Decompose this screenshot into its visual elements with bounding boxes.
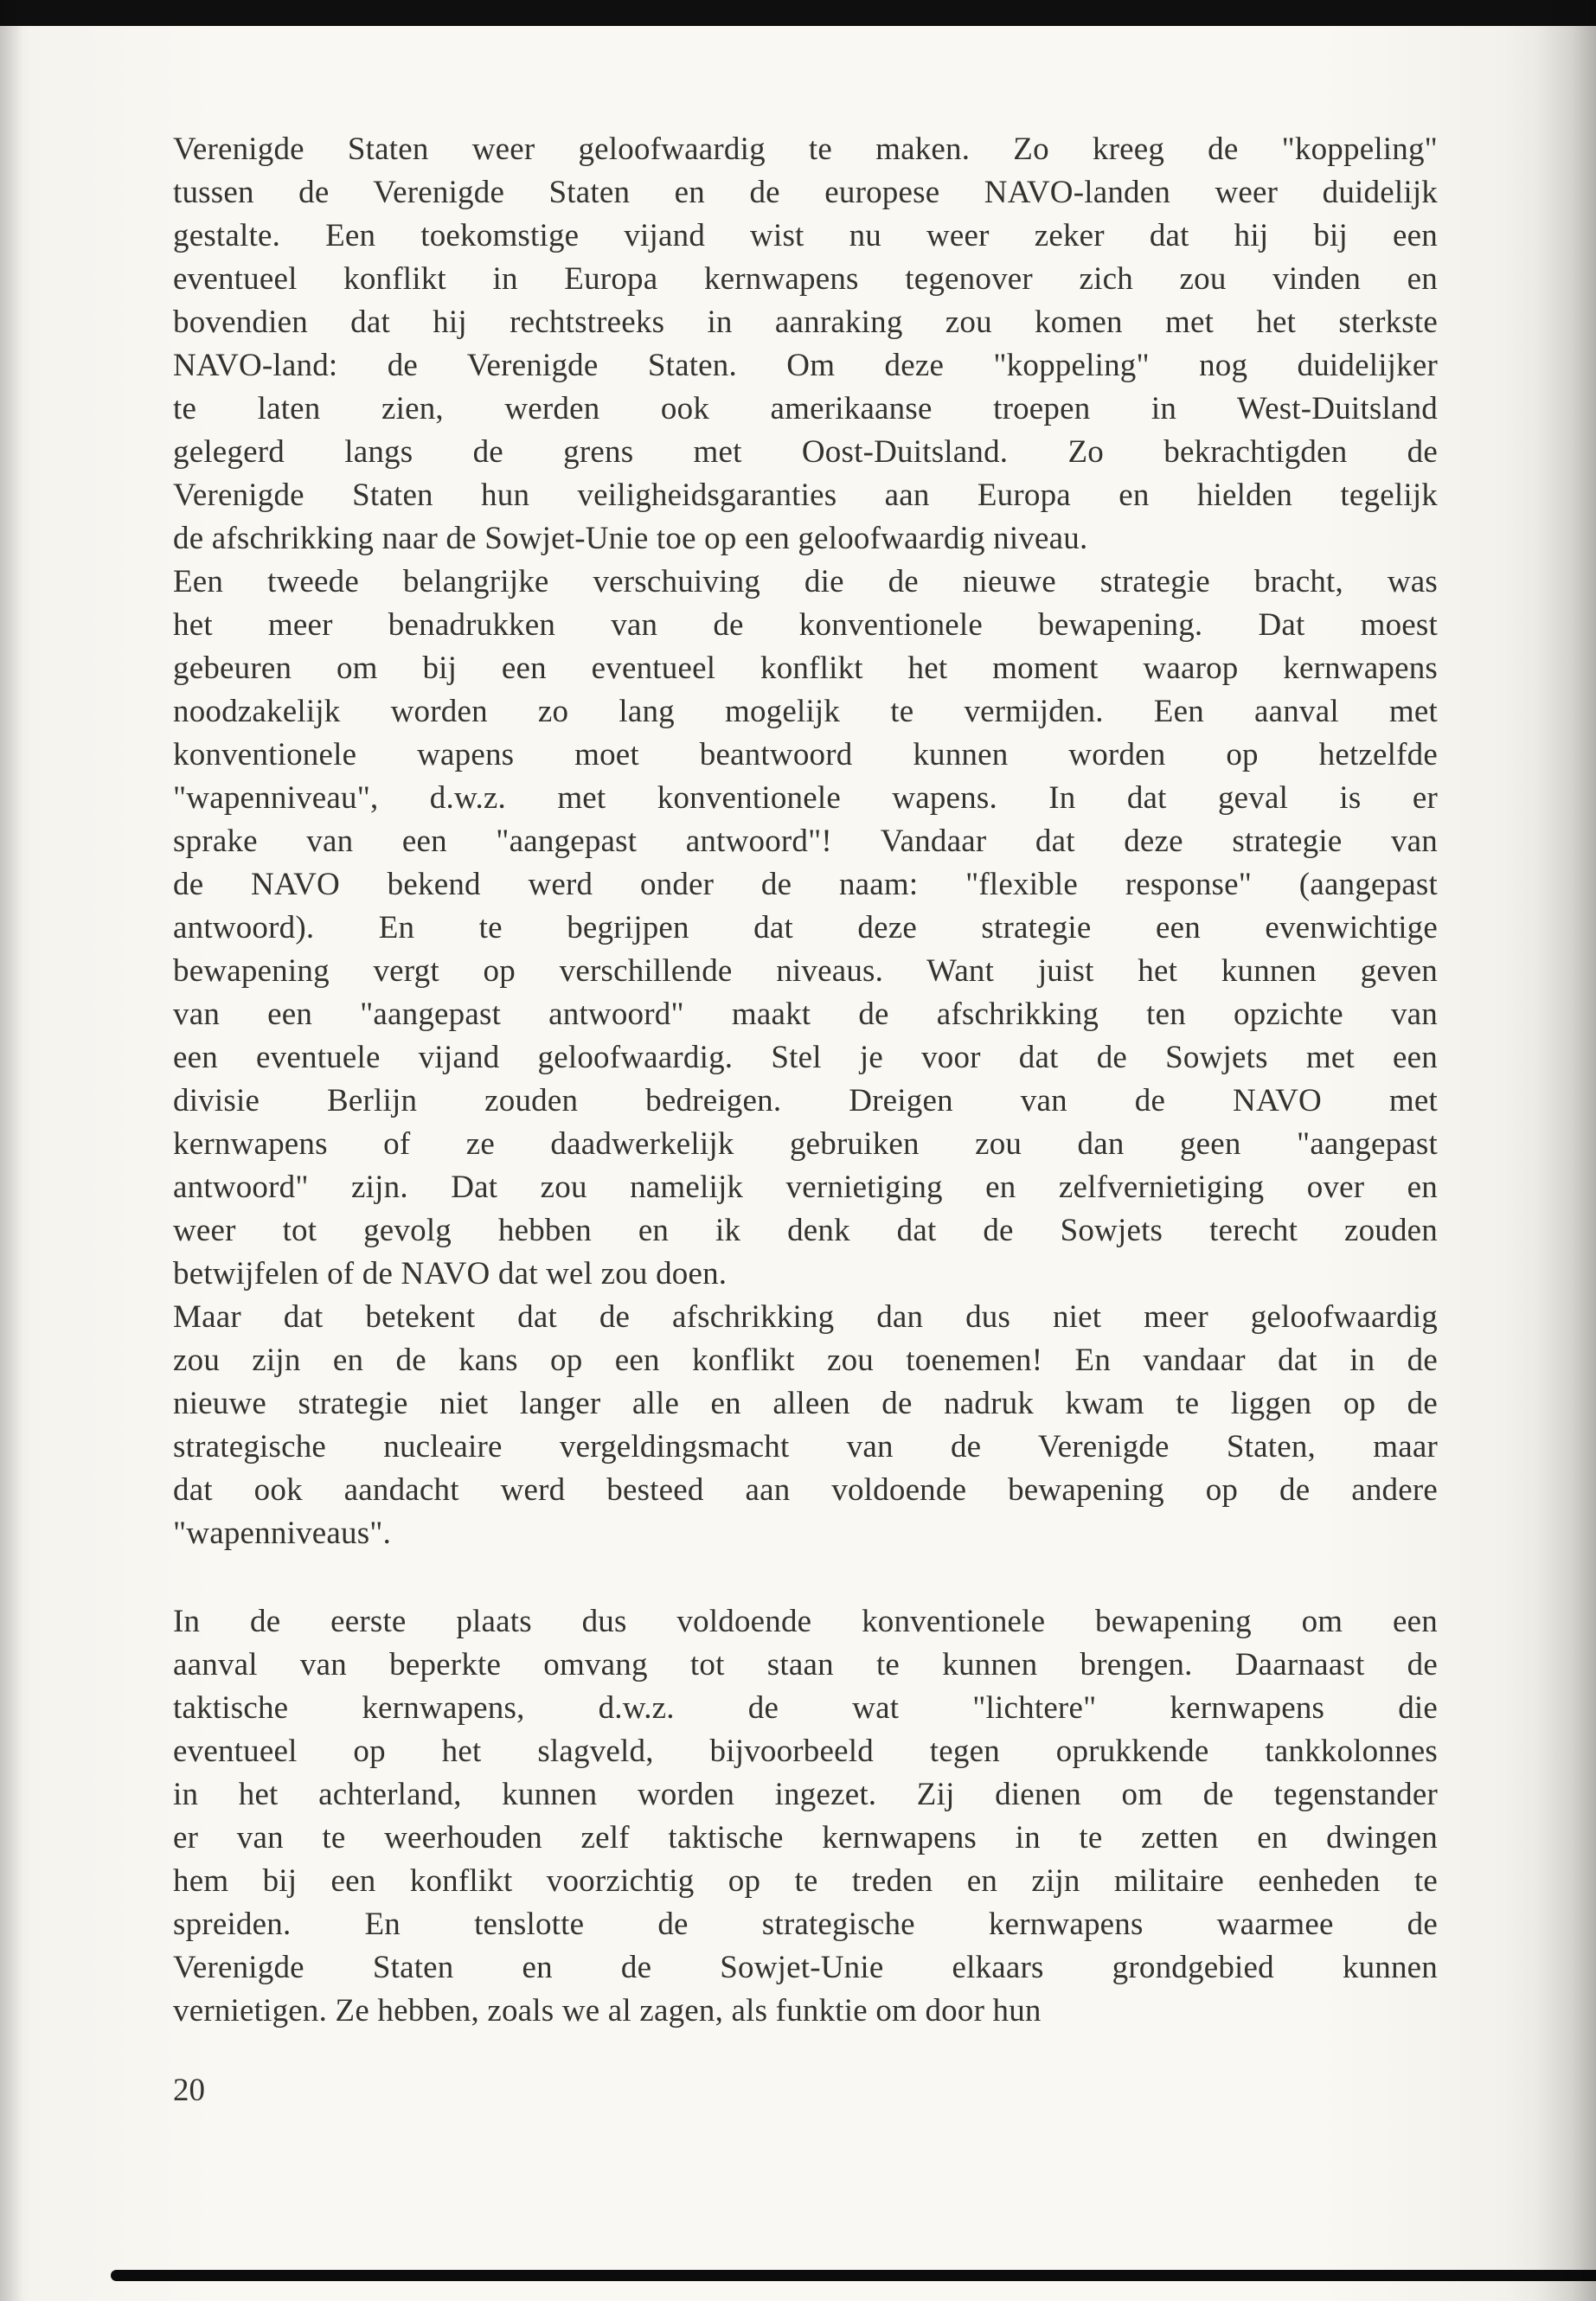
paragraph	[173, 128, 1438, 561]
text-line: bovendien dat hij rechtstreeks in aanraking zou komen met het sterkste	[173, 304, 1438, 340]
text-line: "wapenniveaus".	[173, 1516, 392, 1551]
body-text	[173, 128, 1438, 2033]
paragraph	[173, 561, 1438, 1296]
text-line: gelegerd langs de grens met Oost-Duitsland. Zo bekrachtigden de	[173, 434, 1438, 470]
text-line: sprake van een "aangepast antwoord"! Vandaar dat deze strategie van	[173, 824, 1438, 859]
text-line: "wapenniveau", d.w.z. met konventionele wapens. In dat geval is er	[173, 780, 1438, 816]
text-line: vernietigen. Ze hebben, zoals we al zagen, als funktie om door hun	[173, 1993, 1042, 2029]
text-line: spreiden. En tenslotte de strategische kernwapens waarmee de	[173, 1907, 1438, 1942]
text-line: weer tot gevolg hebben en ik denk dat de Sowjets terecht zouden	[173, 1213, 1438, 1248]
text-line: noodzakelijk worden zo lang mogelijk te vermijden. Een aanval met	[173, 694, 1438, 729]
text-line: Een tweede belangrijke verschuiving die de nieuwe strategie bracht, was	[173, 564, 1438, 599]
text-line: een eventuele vijand geloofwaardig. Stel je voor dat de Sowjets met een	[173, 1040, 1438, 1075]
text-line: taktische kernwapens, d.w.z. de wat "lichtere" kernwapens die	[173, 1690, 1438, 1726]
text-line: de afschrikking naar de Sowjet-Unie toe op een geloofwaardig niveau.	[173, 521, 1088, 556]
text-line: het meer benadrukken van de konventionele bewapening. Dat moest	[173, 607, 1438, 643]
text-line: eventueel konflikt in Europa kernwapens tegenover zich zou vinden en	[173, 261, 1438, 297]
paragraph	[173, 1600, 1438, 2033]
text-line: hem bij een konflikt voorzichtig op te treden en zijn militaire eenheden te	[173, 1863, 1438, 1899]
paragraph	[173, 1296, 1438, 1555]
scan-bottom-edge	[111, 2270, 1596, 2281]
text-line: konventionele wapens moet beantwoord kunnen worden op hetzelfde	[173, 737, 1438, 772]
text-line: nieuwe strategie niet langer alle en alleen de nadruk kwam te liggen op de	[173, 1386, 1438, 1421]
page-number: 20	[173, 2073, 205, 2108]
text-line: gestalte. Een toekomstige vijand wist nu weer zeker dat hij bij een	[173, 218, 1438, 253]
text-line: in het achterland, kunnen worden ingezet. Zij dienen om de tegenstander	[173, 1777, 1438, 1812]
text-line: eventueel op het slagveld, bijvoorbeeld tegen oprukkende tankkolonnes	[173, 1734, 1438, 1769]
text-line: dat ook aandacht werd besteed aan voldoende bewapening op de andere	[173, 1472, 1438, 1508]
text-line: kernwapens of ze daadwerkelijk gebruiken zou dan geen "aangepast	[173, 1126, 1438, 1162]
text-line: de NAVO bekend werd onder de naam: "flexible response" (aangepast	[173, 867, 1438, 902]
text-line: Maar dat betekent dat de afschrikking dan dus niet meer geloofwaardig	[173, 1299, 1438, 1335]
text-line: Verenigde Staten hun veiligheidsgaranties aan Europa en hielden tegelijk	[173, 478, 1438, 513]
scan-top-edge	[0, 0, 1596, 26]
text-line: In de eerste plaats dus voldoende konventionele bewapening om een	[173, 1604, 1438, 1639]
text-line: Verenigde Staten en de Sowjet-Unie elkaars grondgebied kunnen	[173, 1950, 1438, 1985]
text-line: antwoord). En te begrijpen dat deze strategie een evenwichtige	[173, 910, 1438, 945]
text-line: NAVO-land: de Verenigde Staten. Om deze "koppeling" nog duidelijker	[173, 348, 1438, 383]
text-line: er van te weerhouden zelf taktische kernwapens in te zetten en dwingen	[173, 1820, 1438, 1856]
text-line: Verenigde Staten weer geloofwaardig te maken. Zo kreeg de "koppeling"	[173, 131, 1438, 167]
text-line: bewapening vergt op verschillende niveaus. Want juist het kunnen geven	[173, 953, 1438, 989]
text-line: van een "aangepast antwoord" maakt de afschrikking ten opzichte van	[173, 997, 1438, 1032]
text-line: gebeuren om bij een eventueel konflikt het moment waarop kernwapens	[173, 651, 1438, 686]
text-line: zou zijn en de kans op een konflikt zou toenemen! En vandaar dat in de	[173, 1343, 1438, 1378]
text-line: aanval van beperkte omvang tot staan te kunnen brengen. Daarnaast de	[173, 1647, 1438, 1682]
text-line: strategische nucleaire vergeldingsmacht van de Verenigde Staten, maar	[173, 1429, 1438, 1465]
text-line: tussen de Verenigde Staten en de europese NAVO-landen weer duidelijk	[173, 175, 1438, 210]
text-line: te laten zien, werden ook amerikaanse troepen in West-Duitsland	[173, 391, 1438, 426]
text-line: divisie Berlijn zouden bedreigen. Dreigen van de NAVO met	[173, 1083, 1438, 1118]
text-line: antwoord" zijn. Dat zou namelijk vernietiging en zelfvernietiging over en	[173, 1170, 1438, 1205]
text-line: betwijfelen of de NAVO dat wel zou doen.	[173, 1256, 727, 1292]
